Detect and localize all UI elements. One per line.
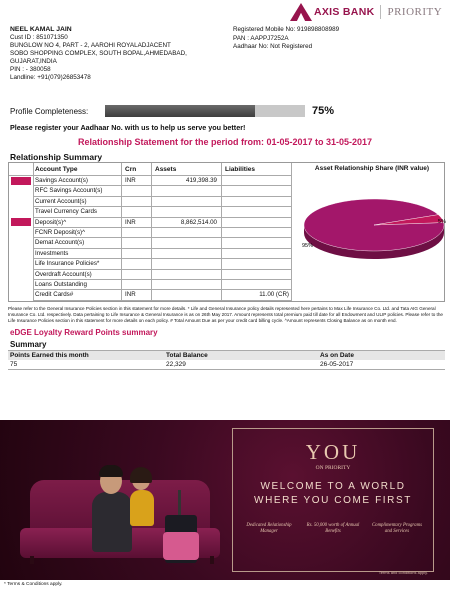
crn-cell: INR xyxy=(125,291,136,299)
row-divider xyxy=(33,300,291,301)
profile-completeness-label: Profile Completeness: xyxy=(10,107,89,116)
relationship-summary-table xyxy=(8,162,445,302)
table-divider xyxy=(121,163,122,301)
table-header-row xyxy=(8,350,445,360)
header-assets: Assets xyxy=(155,166,177,173)
row-divider xyxy=(33,279,291,280)
profile-completeness-fill xyxy=(105,105,255,117)
you-heading: YOU xyxy=(305,440,361,464)
girl-figure xyxy=(130,490,154,526)
assets-cell: 8,862,514.00 xyxy=(180,218,217,226)
customer-line: BUNGLOW NO 4, PART - 2, AAROHI ROYALADJACENT xyxy=(10,42,171,49)
account-type-cell: Current Account(s) xyxy=(35,197,87,205)
profile-completeness-bar xyxy=(105,105,305,117)
axis-logo-icon xyxy=(290,3,312,21)
account-type-cell: Savings Account(s) xyxy=(35,177,88,184)
welcome-text xyxy=(232,480,434,508)
header-account-type: Account Type xyxy=(35,166,78,173)
account-type-cell: Investments xyxy=(35,249,69,257)
pie-slice-label: 95% xyxy=(302,243,314,249)
header-crn: Crn xyxy=(125,166,137,173)
row-divider xyxy=(33,206,291,207)
pink-bag-illustration xyxy=(163,532,199,560)
table-row xyxy=(8,360,445,370)
row-divider xyxy=(33,227,291,228)
benefit-item: Rs. 50,000 worth of Annual Benefits xyxy=(306,523,360,534)
table-divider xyxy=(33,163,34,301)
assets-cell: 419,398.39 xyxy=(186,177,217,184)
customer-name: NEEL KAMAL JAIN xyxy=(10,26,72,33)
terms-footer: * Terms & Conditions apply. xyxy=(4,582,63,587)
row-divider xyxy=(33,196,291,197)
header-points-earned: Points Earned this month xyxy=(10,352,89,359)
benefit-item: Complimentary Programs and Services xyxy=(371,523,423,534)
priority-label: PRIORITY xyxy=(387,6,443,18)
welcome-line: WHERE YOU COME FIRST xyxy=(254,495,412,506)
crn-cell: INR xyxy=(125,177,136,184)
row-divider xyxy=(33,289,291,290)
crn-cell: INR xyxy=(125,218,136,226)
account-type-cell: FCNR Deposit(s)^ xyxy=(35,229,86,236)
header-liabilities: Liabilities xyxy=(225,166,255,173)
man-hair xyxy=(99,465,123,477)
aadhaar-notice: Please register your Aadhaar No. with us to help us serve you better! xyxy=(10,123,246,132)
account-type-cell: Deposit(s)^ xyxy=(35,218,67,226)
sofa-leg xyxy=(210,556,214,564)
account-type-cell: Life Insurance Policies* xyxy=(35,260,100,268)
banner-terms: Terms and conditions apply. xyxy=(378,570,428,575)
table-divider xyxy=(221,163,222,301)
benefits-list xyxy=(240,523,426,535)
suitcase-handle xyxy=(178,490,181,516)
registration-details xyxy=(233,26,339,52)
row-divider xyxy=(33,248,291,249)
row-divider xyxy=(33,258,291,259)
total-balance-value: 22,329 xyxy=(166,361,186,368)
loyalty-title: eDGE Loyalty Reward Points summary xyxy=(10,328,158,337)
header-total-balance: Total Balance xyxy=(166,352,208,359)
row-divider xyxy=(33,269,291,270)
bank-logo xyxy=(290,2,442,22)
legend-swatch xyxy=(11,218,31,226)
sofa-leg xyxy=(30,556,34,564)
benefit-item: Dedicated Relationship Manager xyxy=(246,523,292,534)
profile-completeness-value: 75% xyxy=(312,105,335,117)
bank-name: AXIS BANK xyxy=(314,6,375,18)
loyalty-summary-label: Summary xyxy=(10,340,47,349)
table-divider xyxy=(151,163,152,301)
customer-line: GUJARAT,INDIA xyxy=(10,58,57,65)
account-type-cell: Credit Cards# xyxy=(35,291,74,299)
asset-share-pie-chart xyxy=(299,193,449,273)
row-divider xyxy=(33,217,291,218)
relationship-summary-title: Relationship Summary xyxy=(10,152,103,162)
registered-mobile: Registered Mobile No: 919898808989 xyxy=(233,26,340,33)
account-type-cell: Travel Currency Cards xyxy=(35,208,98,216)
account-type-cell: Loans Outstanding xyxy=(35,281,87,288)
logo-divider xyxy=(380,5,381,19)
table-divider xyxy=(9,175,291,176)
header-as-on-date: As on Date xyxy=(320,352,354,359)
footnote: Please refer to the General Insurance Policies section in this statement for more details. * Life and General Insurance policy details represented here pertains to Max Life Insurance Co. Ltd. and Tata AIG General Insurance Co. Ltd. respectively. Data pertaining to Life Insurance & General Insurance is as on 26th May 2017. Amount represents total premium paid till date for all Endowment and ULIP policies. Please refer to the Life Insurance Policies section in this statement for more details on each policy. # Total Amount Due as per your credit card billing cycle. ^Amount represents Closing Balance as on month end. xyxy=(8,306,443,323)
customer-address xyxy=(10,26,187,82)
pie-slice-label: 5% xyxy=(438,219,446,225)
girl-hair xyxy=(130,467,152,483)
account-type-cell: Demat Account(s) xyxy=(35,239,85,247)
as-on-date-value: 26-05-2017 xyxy=(320,361,354,368)
account-type-cell: Overdraft Account(s) xyxy=(35,270,92,278)
row-divider xyxy=(33,185,291,186)
row-divider xyxy=(33,237,291,238)
table-divider xyxy=(291,163,292,301)
man-figure xyxy=(92,492,132,552)
welcome-line: WELCOME TO A WORLD xyxy=(260,481,406,492)
pie-chart-title: Asset Relationship Share (INR value) xyxy=(314,165,430,172)
priority-promo-banner[interactable] xyxy=(0,420,450,580)
account-type-cell: RFC Savings Account(s) xyxy=(35,187,103,195)
statement-period-title: Relationship Statement for the period from: 01-05-2017 to 31-05-2017 xyxy=(77,137,373,147)
aadhaar-status: Aadhaar No: Not Registered xyxy=(233,43,313,50)
customer-line: Landline: +91(079)26853478 xyxy=(10,74,91,81)
customer-line: PIN : - 380058 xyxy=(10,66,51,73)
customer-line: SOBO SHOPPING COMPLEX, SOUTH BOPAL,AHMEDABAD, xyxy=(10,50,187,57)
customer-line: Cust ID : 851071350 xyxy=(10,34,68,41)
liabilities-cell: 11.00 (CR) xyxy=(259,291,289,299)
on-priority-text: ON PRIORITY xyxy=(315,465,351,471)
pan-number: PAN : AAPPJ7252A xyxy=(233,34,289,42)
points-earned-value: 75 xyxy=(10,361,18,368)
legend-swatch xyxy=(11,177,31,185)
